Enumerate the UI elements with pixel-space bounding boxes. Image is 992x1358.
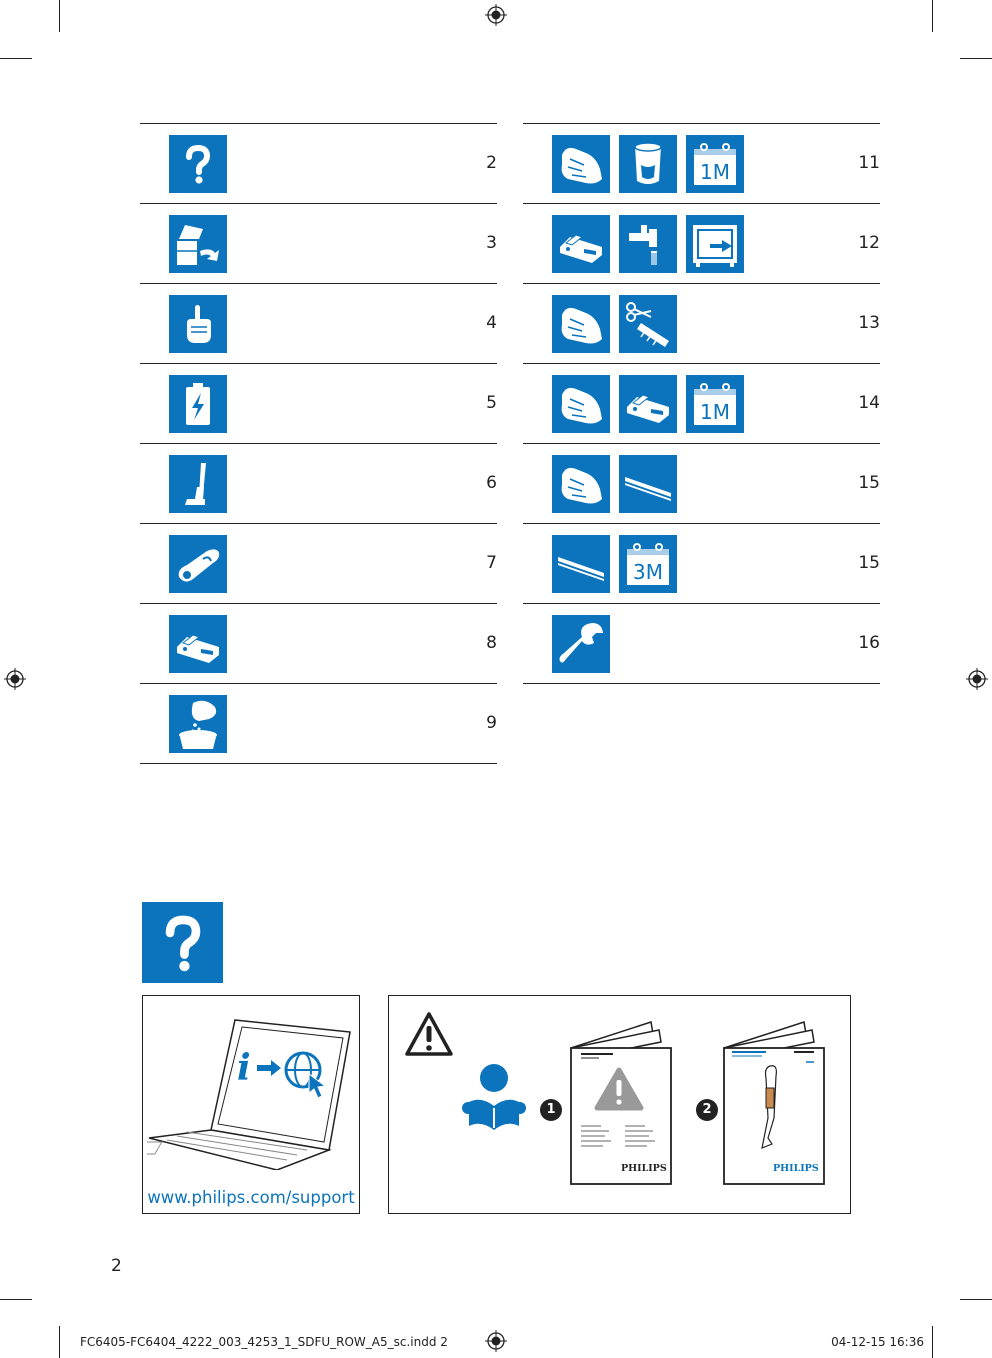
safety-booklet-icon [569, 1018, 675, 1186]
toc-row-icons [169, 695, 227, 753]
crop-mark [960, 1299, 992, 1300]
question-icon [169, 135, 227, 193]
cleaning-hand-icon [552, 135, 610, 193]
booklet-1-brand: PHILIPS [621, 1163, 667, 1174]
toc-row-icons [552, 375, 744, 433]
toc-page-number: 15 [858, 473, 880, 493]
toc-page-number: 3 [486, 233, 497, 253]
toc-page-number: 13 [858, 313, 880, 333]
battery-charge-icon [169, 375, 227, 433]
emptying-bin-icon [169, 695, 227, 753]
toc-row[interactable] [140, 363, 497, 443]
scissors-brush-icon [619, 295, 677, 353]
step-2-badge: 2 [696, 1099, 718, 1121]
toc-row[interactable] [140, 683, 497, 764]
filter-icon [619, 135, 677, 193]
toc-row[interactable] [523, 443, 880, 523]
crop-mark [932, 1326, 933, 1358]
toc-row[interactable] [523, 603, 880, 684]
cabinet-icon [686, 215, 744, 273]
important-hand-icon [169, 295, 227, 353]
toc-row-icons [169, 455, 227, 513]
registration-mark-icon [485, 4, 507, 26]
read-manual-panel [388, 995, 851, 1214]
svg-text:1M: 1M [700, 160, 730, 184]
laptop-icon [147, 1010, 353, 1170]
calendar-1m-icon [686, 375, 744, 433]
svg-text:i: i [237, 1047, 251, 1089]
warning-icon [404, 1010, 454, 1058]
cleaning-hand-icon [552, 455, 610, 513]
toc-row-icons [169, 375, 227, 433]
toc-row[interactable] [523, 283, 880, 363]
stick-vacuum-icon [169, 455, 227, 513]
svg-text:3M: 3M [633, 560, 663, 584]
charging-base-icon [552, 215, 610, 273]
toc-right-column [523, 123, 880, 684]
toc-page-number: 12 [858, 233, 880, 253]
registration-mark-icon [4, 668, 26, 690]
booklet-2-brand: PHILIPS [773, 1163, 819, 1174]
wrench-icon [552, 615, 610, 673]
charging-base-icon [619, 375, 677, 433]
svg-text:1M: 1M [700, 400, 730, 424]
toc-page-number: 11 [858, 153, 880, 173]
toc-row[interactable] [523, 523, 880, 603]
toc-row[interactable] [140, 203, 497, 283]
crop-mark [59, 0, 60, 32]
person-reading-icon [461, 1062, 527, 1134]
user-manual-booklet-icon [722, 1018, 828, 1186]
toc-row-icons [169, 295, 227, 353]
footer-file-name: FC6405-FC6404_4222_003_4253_1_SDFU_ROW_A5_sc.indd 2 [80, 1335, 448, 1349]
calendar-1m-icon [686, 135, 744, 193]
toc-page-number: 6 [486, 473, 497, 493]
footer-date: 04-12-15 16:36 [831, 1335, 924, 1349]
crop-mark [0, 58, 32, 59]
registration-mark-icon [485, 1330, 507, 1352]
toc-row[interactable] [140, 443, 497, 523]
toc-row-icons [552, 615, 610, 673]
toc-row[interactable] [523, 363, 880, 443]
crop-mark [0, 1299, 32, 1300]
toc-row-icons [169, 535, 227, 593]
toc-page-number: 7 [486, 553, 497, 573]
cleaning-hand-icon [552, 375, 610, 433]
toc-row-icons [169, 215, 227, 273]
unboxing-icon [169, 215, 227, 273]
crop-mark [59, 1326, 60, 1358]
toc-row-icons [552, 535, 677, 593]
charging-base-icon [169, 615, 227, 673]
toc-page-number: 9 [486, 713, 497, 733]
toc-row[interactable] [523, 203, 880, 283]
support-panel [142, 995, 360, 1214]
toc-page-number: 5 [486, 393, 497, 413]
toc-left-column [140, 123, 497, 764]
toc-row[interactable] [140, 283, 497, 363]
crop-mark [932, 0, 933, 32]
calendar-3m-icon [619, 535, 677, 593]
toc-row[interactable] [140, 123, 497, 203]
toc-row-icons [552, 455, 677, 513]
toc-row[interactable] [140, 603, 497, 683]
question-icon [142, 902, 223, 983]
strip-icon [619, 455, 677, 513]
support-url[interactable]: www.philips.com/support [147, 1188, 355, 1207]
toc-page-number: 8 [486, 633, 497, 653]
toc-page-number: 2 [486, 153, 497, 173]
step-1-badge: 1 [540, 1099, 562, 1121]
page-number: 2 [111, 1256, 122, 1276]
toc-row-icons [552, 215, 744, 273]
tap-water-icon [619, 215, 677, 273]
toc-row-icons [552, 295, 677, 353]
toc-row[interactable] [140, 523, 497, 603]
toc-row-icons [169, 615, 227, 673]
toc-row-icons [552, 135, 744, 193]
toc-row-icons [169, 135, 227, 193]
strip-icon [552, 535, 610, 593]
handheld-vacuum-icon [169, 535, 227, 593]
toc-page-number: 16 [858, 633, 880, 653]
toc-row[interactable] [523, 123, 880, 203]
toc-page-number: 14 [858, 393, 880, 413]
toc-page-number: 15 [858, 553, 880, 573]
registration-mark-icon [966, 668, 988, 690]
cleaning-hand-icon [552, 295, 610, 353]
crop-mark [960, 58, 992, 59]
toc-page-number: 4 [486, 313, 497, 333]
